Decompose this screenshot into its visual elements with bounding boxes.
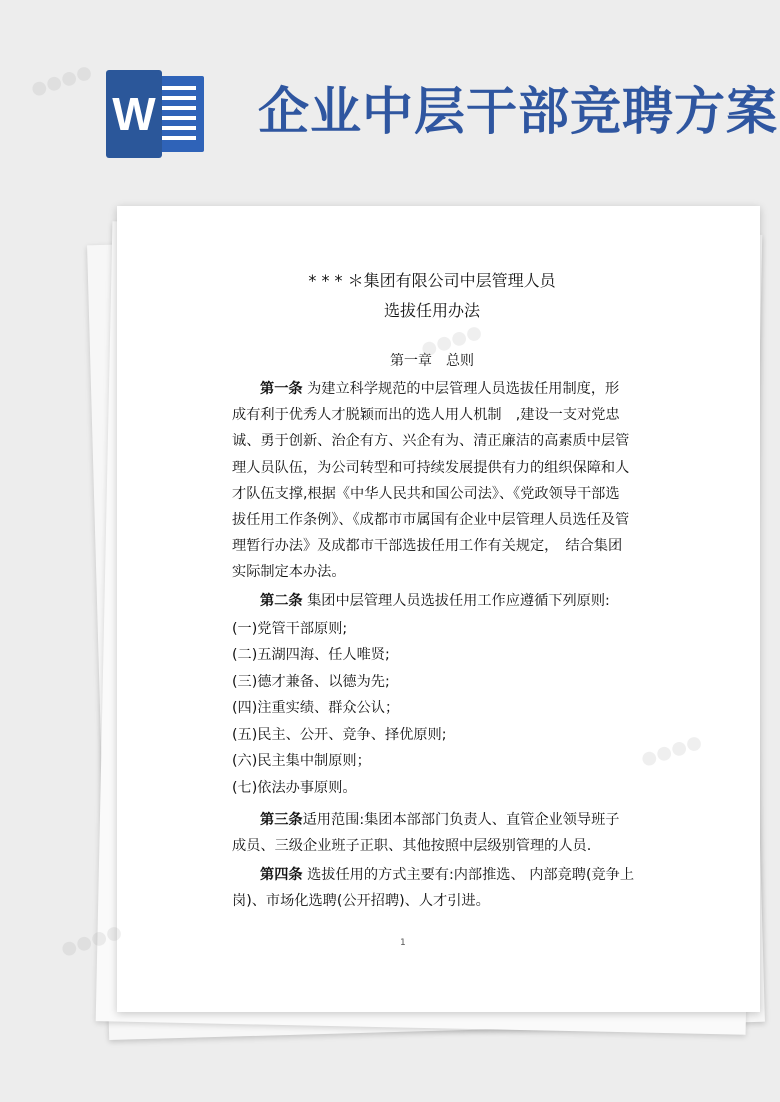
article-1-line-6: 拔任用工作条例》、《成都市市属国有企业中层管理人员选任及管: [232, 511, 630, 528]
document-title-line-1: * * * ＊集团有限公司中层管理人员: [308, 271, 556, 290]
article-1-line-1: 为建立科学规范的中层管理人员选拔任用制度，形: [302, 381, 620, 397]
article-1-line-4: 理人员队伍，为公司转型和可持续发展提供有力的组织保障和人: [232, 459, 630, 476]
article-3-line-2: 成员、三级企业班子正职、其他按照中层级别管理的人员.: [232, 838, 592, 855]
article-2-item-7: (七)依法办事原则。: [232, 780, 357, 796]
article-1-line-2: 成有利于优秀人才脱颖而出的选人用人机制 ,建设一支对党忠: [232, 407, 620, 424]
chapter-heading: 第一章 总则: [390, 353, 474, 369]
article-1-label: 第一条: [260, 381, 303, 397]
watermark: ●●●●: [28, 60, 95, 101]
article-2-item-5: (五)民主、公开、竞争、择优原则;: [232, 727, 447, 743]
article-2: [232, 588, 612, 614]
page-title: 企业中层干部竞聘方案: [258, 82, 779, 142]
article-1-line-8: 实际制定本办法。: [232, 564, 346, 581]
article-1: [232, 376, 630, 586]
article-1-line-7: 理暂行办法》及成都市干部选拔任用工作有关规定， 结合集团: [232, 538, 623, 555]
article-2-item-6: (六)民主集中制原则；: [232, 753, 371, 769]
article-2-item-4: (四)注重实绩、群众公认；: [232, 700, 400, 716]
document-page: [117, 206, 760, 1012]
article-3: [232, 807, 620, 859]
header: [0, 0, 780, 200]
page-number: 1: [400, 938, 406, 948]
article-3-line-1: 适用范围:集团本部部门负责人、直管企业领导班子: [302, 812, 620, 828]
word-document-icon: [106, 70, 208, 158]
article-2-item-1: (一)党管干部原则;: [232, 621, 348, 637]
article-4-line-1: 选拔任用的方式主要有:内部推选、 内部竞聘(竞争上: [302, 867, 635, 883]
word-logo-letter: W: [106, 70, 162, 158]
article-4: [232, 862, 635, 914]
watermark: ●●●●: [58, 920, 125, 961]
article-2-item-3: (三)德才兼备、以德为先;: [232, 674, 390, 690]
document-title: [252, 266, 612, 326]
article-4-line-2: 岗)、市场化选聘(公开招聘)、人才引进。: [232, 893, 490, 910]
article-4-label: 第四条: [260, 867, 303, 883]
article-2-text: 集团中层管理人员选拔任用工作应遵循下列原则:: [302, 593, 610, 609]
article-3-label: 第三条: [260, 812, 303, 828]
article-2-label: 第二条: [260, 593, 303, 609]
document-title-line-2: 选拔任用办法: [383, 301, 480, 320]
article-1-line-5: 才队伍支撑,根据《中华人民共和国公司法》、《党政领导干部选: [232, 485, 620, 502]
article-1-line-3: 诚、勇于创新、治企有方、兴企有为、清正廉洁的高素质中层管: [232, 433, 630, 450]
article-2-item-2: (二)五湖四海、任人唯贤;: [232, 647, 390, 663]
